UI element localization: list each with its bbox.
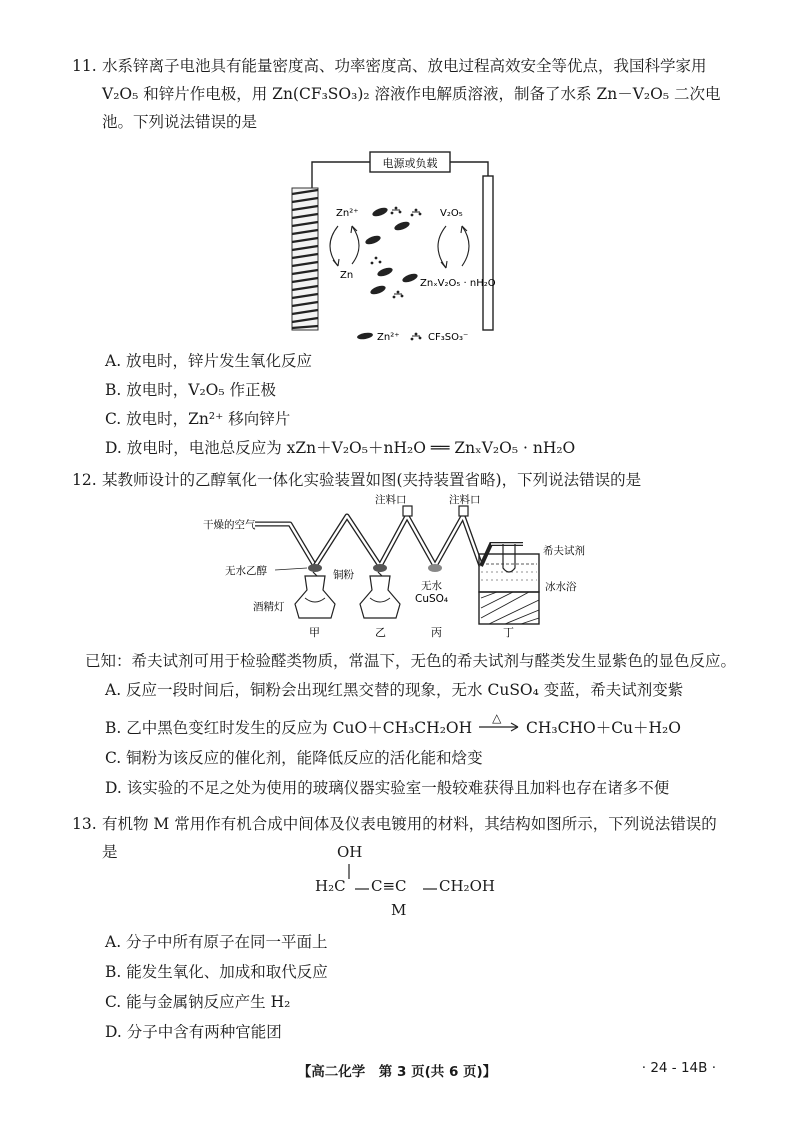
q11-option-a: A. 放电时，锌片发生氧化反应 xyxy=(105,352,313,370)
q13-option-c: C. 能与金属钠反应产生 H₂ xyxy=(105,993,291,1011)
q12-known-info: 已知：希夫试剂可用于检验醛类物质，常温下，无色的希夫试剂与醛类发生显紫色的显色反应。 xyxy=(85,652,737,670)
part-yi: 乙 xyxy=(375,626,386,639)
q11-option-c: C. 放电时，Zn²⁺ 移向锌片 xyxy=(105,410,291,428)
q12-option-b-text: B. 乙中黑色变红时发生的反应为 CuO＋CH₃CH₂OH xyxy=(105,719,473,737)
alcohol-lamp-2 xyxy=(360,572,400,618)
q12-option-a: A. 反应一段时间后，铜粉会出现红黑交替的现象，无水 CuSO₄ 变蓝，希夫试剂变紫 xyxy=(105,681,684,699)
legend-zn-icon xyxy=(357,332,374,341)
q12-option-c: C. 铜粉为该反应的催化剂，能降低反应的活化能和焓变 xyxy=(105,749,483,767)
air-tube xyxy=(255,524,315,566)
part-bing: 丙 xyxy=(431,626,442,639)
q11-number: 11. xyxy=(72,57,97,75)
zigzag-glass-tube xyxy=(315,516,481,566)
q12-number: 12. xyxy=(72,471,97,489)
power-load-label: 电源或负载 xyxy=(382,157,438,170)
v2o5-label: V₂O₅ xyxy=(440,208,463,219)
q13-option-b: B. 能发生氧化、加成和取代反应 xyxy=(105,963,328,981)
q11-stem-line2: V₂O₅ 和锌片作电极，用 Zn(CF₃SO₃)₂ 溶液作电解质溶液，制备了水系 Zn－V₂O₅ 二次电 xyxy=(102,85,721,103)
q13-structure xyxy=(315,843,515,923)
icebath-label: 冰水浴 xyxy=(545,581,577,593)
inlet-port-1 xyxy=(403,506,412,516)
schiff-tube xyxy=(503,544,515,572)
structure-ch2oh: CH₂OH xyxy=(439,877,495,895)
heat-symbol: △ xyxy=(492,711,502,725)
q12-option-b xyxy=(105,711,681,741)
q11-battery-figure xyxy=(270,150,530,350)
lamp-label: 酒精灯 xyxy=(253,601,285,613)
q11-stem xyxy=(72,52,732,136)
structure-name-m: M xyxy=(391,901,407,919)
zn2-label: Zn²⁺ xyxy=(336,208,359,219)
structure-oh-top: OH xyxy=(337,843,363,861)
q11-stem-line3: 池。下列说法错误的是 xyxy=(102,113,258,131)
q11-option-d: D. 放电时，电池总反应为 xZn＋V₂O₅＋nH₂O ══ ZnₓV₂O₅ · nH₂O xyxy=(105,439,576,457)
ice-bath-beaker xyxy=(479,554,539,592)
legend-anion-icon xyxy=(411,333,422,341)
right-cycle-arrow-down xyxy=(438,226,446,268)
q11-stem-line1: 水系锌离子电池具有能量密度高、功率密度高、放电过程高效安全等优点，我国科学家用 xyxy=(102,57,707,75)
cf3so3-anions xyxy=(371,207,422,299)
v2o5-electrode xyxy=(483,176,493,330)
footer-page-info: 【高二化学 第 3 页(共 6 页)】 xyxy=(297,1064,497,1080)
right-cycle-arrow-up xyxy=(462,226,469,266)
left-cycle-arrow-up xyxy=(352,226,359,264)
cuso4-bulb xyxy=(428,564,442,572)
q12-stem xyxy=(72,466,732,494)
inlet1-label: 注料口 xyxy=(375,494,407,506)
ethanol-bulb xyxy=(308,564,322,572)
part-jia: 甲 xyxy=(309,626,320,639)
air-label: 干燥的空气 xyxy=(203,519,256,531)
legend-anion-label: CF₃SO₃⁻ xyxy=(428,332,469,343)
ethanol-label: 无水乙醇 xyxy=(225,565,267,577)
q12-apparatus-figure xyxy=(195,494,615,642)
q13-option-d: D. 分子中含有两种官能团 xyxy=(105,1023,282,1041)
q13-stem-text: 有机物 M 常用作有机合成中间体及仪表电镀用的材料，其结构如图所示，下列说法错误的是 xyxy=(102,815,717,861)
q13-option-a: A. 分子中所有原子在同一平面上 xyxy=(105,933,328,951)
q11-option-b: B. 放电时，V₂O₅ 作正极 xyxy=(105,381,277,399)
copper-label: 铜粉 xyxy=(333,569,354,581)
inlet-port-2 xyxy=(459,506,468,516)
cuso4-label-2: CuSO₄ xyxy=(415,593,449,605)
structure-h2c: H₂C xyxy=(315,877,346,895)
outlet-tube xyxy=(481,544,523,566)
footer-code: · 24 - 14B · xyxy=(641,1060,716,1076)
cuso4-label-1: 无水 xyxy=(421,580,442,592)
q12-option-b-products: CH₃CHO＋Cu＋H₂O xyxy=(526,719,681,737)
zn-label: Zn xyxy=(340,270,354,281)
product-label: ZnₓV₂O₅ · nH₂O xyxy=(420,278,496,289)
part-ding: 丁 xyxy=(503,626,514,639)
q12-stem-text: 某教师设计的乙醇氧化一体化实验装置如图(夹持装置省略)，下列说法错误的是 xyxy=(102,471,642,489)
structure-triple-bond: C≡C xyxy=(371,877,407,895)
zn2-ions xyxy=(364,206,418,296)
inlet2-label: 注料口 xyxy=(449,494,481,506)
legend-zn-label: Zn²⁺ xyxy=(377,332,400,343)
q12-option-d: D. 该实验的不足之处为使用的玻璃仪器实验室一般较难获得且加料也存在诸多不便 xyxy=(105,779,670,797)
q13-number: 13. xyxy=(72,815,97,833)
zinc-electrode xyxy=(292,188,318,330)
copper-bulb xyxy=(373,564,387,572)
heating-arrow xyxy=(477,711,521,737)
schiff-label: 希夫试剂 xyxy=(543,545,585,557)
stand-block xyxy=(479,592,539,624)
alcohol-lamp-1 xyxy=(295,572,335,618)
left-cycle-arrow-down xyxy=(330,226,338,266)
